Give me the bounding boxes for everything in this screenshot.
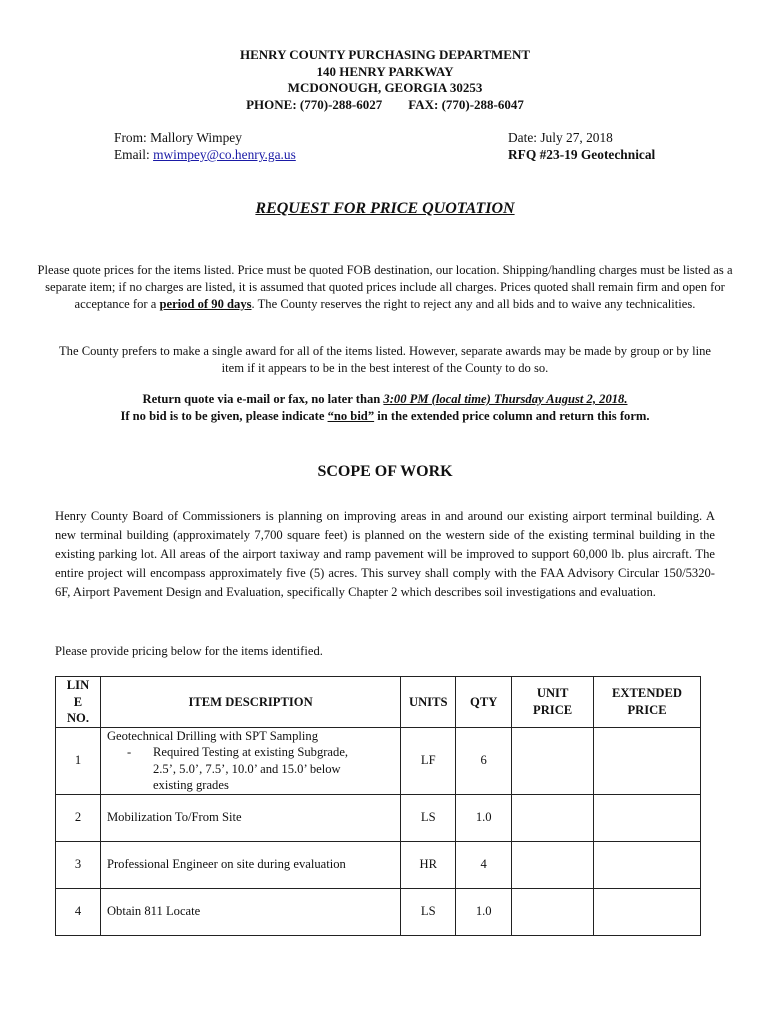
no-bid-text-a: If no bid is to be given, please indicate — [120, 408, 328, 423]
sub-line-1: Required Testing at existing Subgrade, — [152, 745, 349, 760]
pricing-instruction: Please provide pricing below for the items identified. — [55, 644, 323, 658]
intro-p1-text-c: . The County reserves the right to reject any and all bids and to waive any technicalities. — [251, 296, 696, 311]
phone-number: PHONE: (770)-288-6027 — [246, 96, 383, 112]
header-line-no-3: NO. — [66, 711, 89, 726]
sender-email-line — [114, 146, 296, 163]
row-description: Professional Engineer on site during evaluation — [100, 841, 400, 888]
sender-block — [114, 129, 296, 163]
row-units: LS — [401, 794, 456, 841]
row-extended-price-field[interactable] — [594, 794, 701, 841]
return-instructions — [40, 391, 730, 425]
sub-line-2: 2.5’, 5.0’, 7.5’, 10.0’ and 15.0’ below — [152, 761, 341, 776]
intro-p1-text-a: Please quote prices for the items listed. Price must be quoted FOB destination, our location. Shipping/handling charges must be listed as a separate item; if no charges are listed, it is assumed that quoted prices include all charges. Prices quoted shall remain firm and open for acceptance for a — [37, 263, 733, 311]
header-unit-price-1: UNIT — [536, 686, 569, 700]
row-description-main: Geotechnical Drilling with SPT Sampling — [106, 729, 318, 743]
row-description: Obtain 811 Locate — [100, 888, 400, 935]
row-extended-price-field[interactable] — [594, 841, 701, 888]
header-extended-price-2: PRICE — [627, 702, 667, 717]
sender-name: From: Mallory Wimpey — [114, 130, 242, 145]
row-units: HR — [401, 841, 456, 888]
intro-paragraph-2: The County prefers to make a single award for all of the items listed. However, separate awards may be made by group or by line item if it appears to be in the best interest of the County to do so. — [58, 344, 712, 375]
row-description — [100, 728, 400, 795]
email-link[interactable]: mwimpey@co.henry.ga.us — [153, 147, 296, 162]
return-deadline-line — [40, 391, 730, 408]
document-title: REQUEST FOR PRICE QUOTATION — [255, 200, 515, 217]
row-extended-price-field[interactable] — [594, 728, 701, 795]
sub-line-3: existing grades — [152, 778, 229, 793]
return-deadline: 3:00 PM (local time) Thursday August 2, 2018. — [383, 392, 628, 406]
intro-paragraph-1 — [36, 262, 734, 312]
header-unit-price — [512, 677, 594, 728]
header-item-description: ITEM DESCRIPTION — [100, 677, 400, 728]
no-bid-term: “no bid” — [327, 408, 375, 423]
row-unit-price-field[interactable] — [512, 888, 594, 935]
header-line-no-1: LIN — [66, 678, 90, 693]
row-qty: 1.0 — [456, 888, 512, 935]
rfq-number: RFQ #23-19 Geotechnical — [508, 147, 656, 162]
header-extended-price — [594, 677, 701, 728]
row-units: LS — [401, 888, 456, 935]
row-qty: 1.0 — [456, 794, 512, 841]
table-row — [56, 794, 701, 841]
table-row — [56, 841, 701, 888]
header-qty: QTY — [456, 677, 512, 728]
header-extended-price-1: EXTENDED — [612, 686, 683, 700]
row-description-sub — [107, 744, 394, 793]
header-line-no — [56, 677, 101, 728]
table-row — [56, 728, 701, 795]
table-row — [56, 888, 701, 935]
fax-number: FAX: (770)-288-6047 — [408, 96, 524, 112]
header-line-no-2: E — [73, 694, 83, 709]
no-bid-line — [40, 408, 730, 425]
row-qty: 6 — [456, 728, 512, 795]
row-unit-price-field[interactable] — [512, 841, 594, 888]
row-line-number: 3 — [56, 841, 101, 888]
row-qty: 4 — [456, 841, 512, 888]
pricing-table — [55, 676, 701, 936]
sub-bullet-text — [153, 744, 348, 793]
row-extended-price-field[interactable] — [594, 888, 701, 935]
row-line-number: 2 — [56, 794, 101, 841]
intro-p1-period: period of 90 days — [159, 296, 252, 311]
return-text-a: Return quote via e-mail or fax, no later than — [142, 392, 384, 406]
row-line-number: 1 — [56, 728, 101, 795]
header-units: UNITS — [401, 677, 456, 728]
contact-numbers — [0, 97, 770, 114]
meta-block — [508, 129, 655, 163]
department-street: 140 HENRY PARKWAY — [316, 63, 454, 79]
email-label: Email: — [114, 147, 154, 162]
header-unit-price-2: PRICE — [533, 702, 573, 717]
department-name: HENRY COUNTY PURCHASING DEPARTMENT — [239, 47, 531, 62]
row-description: Mobilization To/From Site — [100, 794, 400, 841]
department-city: MCDONOUGH, GEORGIA 30253 — [287, 80, 483, 96]
scope-text: Henry County Board of Commissioners is planning on improving areas in and around our existing airport terminal building. A new terminal building (approximately 7,700 square feet) is planned on the western side of the existing terminal building in the existing parking lot. All areas of the airport taxiway and ramp pavement will be improved to support 60,000 lb. plus aircraft. The entire project will encompass approximately five (5) acres. This survey shall comply with the FAA Advisory Circular 150/5320-6F, Airport Pavement Design and Evaluation, specifically Chapter 2 which describes soil investigations and evaluation. — [55, 509, 715, 599]
row-unit-price-field[interactable] — [512, 794, 594, 841]
no-bid-text-b: in the extended price column and return this form. — [374, 408, 650, 423]
table-header-row — [56, 677, 701, 728]
document-date: Date: July 27, 2018 — [508, 130, 613, 145]
department-header — [0, 47, 770, 113]
row-units: LF — [401, 728, 456, 795]
scope-title: SCOPE OF WORK — [317, 463, 453, 480]
row-line-number: 4 — [56, 888, 101, 935]
sub-bullet-dash: - — [126, 745, 132, 760]
row-unit-price-field[interactable] — [512, 728, 594, 795]
